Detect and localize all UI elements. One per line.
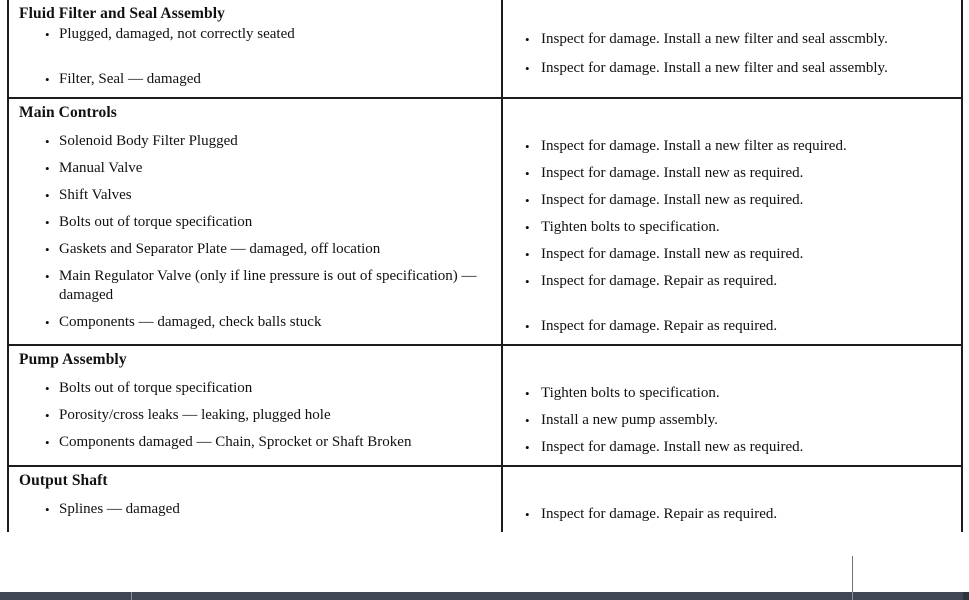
condition-cell-content (9, 467, 501, 527)
condition-cell-content (9, 346, 501, 460)
list-spacer (517, 129, 949, 137)
bullet-icon: • (525, 274, 530, 289)
list-spacer (19, 178, 491, 186)
action-text: Inspect for damage. Install a new filter as required. (541, 138, 847, 154)
action-list (517, 376, 949, 457)
bullet-icon: • (525, 319, 530, 334)
list-item (19, 132, 491, 151)
list-item (517, 245, 949, 264)
list-item (19, 159, 491, 178)
list-spacer (19, 259, 491, 267)
action-text: Tighten bolts to specification. (541, 219, 720, 235)
action-top-spacer (517, 4, 949, 30)
list-item (517, 30, 949, 49)
page-edge-rule (852, 556, 853, 592)
bullet-icon: • (525, 247, 530, 262)
bullet-icon: • (45, 315, 50, 330)
list-item (517, 317, 949, 336)
list-spacer (19, 305, 491, 313)
list-spacer (19, 371, 491, 379)
list-spacer (517, 291, 949, 317)
list-spacer (19, 425, 491, 433)
condition-list (19, 371, 491, 452)
action-top-spacer (517, 350, 949, 376)
list-item (19, 213, 491, 232)
condition-list (19, 124, 491, 332)
list-spacer (19, 398, 491, 406)
bullet-icon: • (45, 27, 50, 42)
section-title: Pump Assembly (19, 351, 127, 368)
action-cell (502, 466, 962, 532)
condition-cell-content (9, 99, 501, 340)
action-text: Inspect for damage. Install a new filter and seal assembly. (541, 60, 888, 76)
list-item (19, 313, 491, 332)
list-item (19, 500, 491, 519)
condition-text: Components damaged — Chain, Sprocket or Shaft Broken (59, 434, 412, 450)
action-text: Inspect for damage. Repair as required. (541, 273, 778, 289)
list-item (19, 70, 491, 89)
table-row-pump-assembly (8, 345, 962, 466)
section-title: Output Shaft (19, 472, 108, 489)
action-text: Inspect for damage. Install new as required. (541, 246, 804, 262)
action-text: Inspect for damage. Install new as required. (541, 439, 804, 455)
bullet-icon: • (525, 413, 530, 428)
list-item (19, 240, 491, 259)
action-list (517, 129, 949, 336)
list-spacer (19, 44, 491, 70)
list-item (517, 272, 949, 291)
table-row-main-controls (8, 98, 962, 345)
action-cell (502, 98, 962, 345)
condition-text: Solenoid Body Filter Plugged (59, 133, 238, 149)
bullet-icon: • (525, 386, 530, 401)
section-title: Main Controls (19, 104, 117, 121)
action-cell (502, 345, 962, 466)
list-item (19, 267, 491, 305)
action-top-spacer (517, 471, 949, 497)
bullet-icon: • (45, 408, 50, 423)
bullet-icon: • (45, 134, 50, 149)
list-item (517, 505, 949, 524)
list-item (517, 59, 949, 78)
condition-text: Shift Valves (59, 187, 132, 203)
action-cell-content (503, 99, 961, 344)
bullet-icon: • (45, 381, 50, 396)
action-text: Inspect for damage. Install new as required. (541, 192, 804, 208)
action-list (517, 497, 949, 524)
list-item (517, 137, 949, 156)
condition-text: Filter, Seal — damaged (59, 71, 201, 87)
diagnostic-inspection-table (7, 0, 963, 532)
action-text: Inspect for damage. Install new as required. (541, 165, 804, 181)
action-cell-content (503, 467, 961, 532)
bullet-icon: • (45, 161, 50, 176)
condition-text: Bolts out of torque specification (59, 380, 253, 396)
list-spacer (19, 232, 491, 240)
list-spacer (517, 264, 949, 272)
bullet-icon: • (525, 139, 530, 154)
list-spacer (19, 124, 491, 132)
band-edge-right (963, 592, 969, 600)
bullet-icon: • (525, 220, 530, 235)
list-item (517, 411, 949, 430)
condition-text: Splines — damaged (59, 501, 180, 517)
list-spacer (517, 430, 949, 438)
action-cell (502, 0, 962, 98)
bullet-icon: • (45, 242, 50, 257)
list-item (19, 379, 491, 398)
condition-text: Manual Valve (59, 160, 143, 176)
action-top-spacer (517, 103, 949, 129)
condition-cell-content (9, 0, 501, 97)
list-item (19, 406, 491, 425)
action-cell-content (503, 0, 961, 86)
list-spacer (517, 210, 949, 218)
condition-text: Bolts out of torque specification (59, 214, 253, 230)
bullet-icon: • (45, 215, 50, 230)
condition-text: Main Regulator Valve (only if line pressure is out of specification) — damaged (59, 268, 477, 303)
band-tick-left (131, 592, 132, 600)
action-text: Inspect for damage. Repair as required. (541, 506, 778, 522)
condition-list (19, 25, 491, 89)
condition-cell (8, 345, 502, 466)
list-item (19, 25, 491, 44)
bullet-icon: • (525, 193, 530, 208)
bullet-icon: • (45, 502, 50, 517)
list-spacer (517, 183, 949, 191)
bullet-icon: • (525, 440, 530, 455)
list-item (517, 164, 949, 183)
list-spacer (517, 49, 949, 59)
bullet-icon: • (525, 32, 530, 47)
list-item (19, 433, 491, 452)
action-text: Inspect for damage. Install a new filter and seal asscmbly. (541, 31, 888, 47)
table-row-fluid-filter-and-seal-assembly (8, 0, 962, 98)
condition-text: Plugged, damaged, not correctly seated (59, 26, 295, 42)
condition-list (19, 492, 491, 519)
bullet-icon: • (45, 269, 50, 284)
condition-cell (8, 0, 502, 98)
table-row-output-shaft (8, 466, 962, 532)
condition-text: Gaskets and Separator Plate — damaged, off location (59, 241, 381, 257)
condition-text: Porosity/cross leaks — leaking, plugged hole (59, 407, 331, 423)
section-title: Fluid Filter and Seal Assembly (19, 5, 225, 22)
bullet-icon: • (45, 188, 50, 203)
action-cell-content (503, 346, 961, 465)
list-item (19, 186, 491, 205)
action-text: Inspect for damage. Repair as required. (541, 318, 778, 334)
condition-text: Components — damaged, check balls stuck (59, 314, 322, 330)
list-spacer (517, 497, 949, 505)
list-spacer (517, 156, 949, 164)
action-text: Tighten bolts to specification. (541, 385, 720, 401)
action-list (517, 30, 949, 78)
bullet-icon: • (45, 72, 50, 87)
bullet-icon: • (525, 507, 530, 522)
list-item (517, 191, 949, 210)
condition-cell (8, 466, 502, 532)
list-spacer (517, 376, 949, 384)
list-item (517, 384, 949, 403)
action-text: Install a new pump assembly. (541, 412, 718, 428)
list-spacer (19, 492, 491, 500)
condition-cell (8, 98, 502, 345)
list-spacer (517, 403, 949, 411)
page-bottom-band (0, 592, 969, 600)
bullet-icon: • (525, 61, 530, 76)
bullet-icon: • (525, 166, 530, 181)
list-item (517, 218, 949, 237)
band-tick-right (852, 592, 853, 600)
list-spacer (517, 237, 949, 245)
list-item (517, 438, 949, 457)
list-spacer (19, 205, 491, 213)
bullet-icon: • (45, 435, 50, 450)
list-spacer (19, 151, 491, 159)
